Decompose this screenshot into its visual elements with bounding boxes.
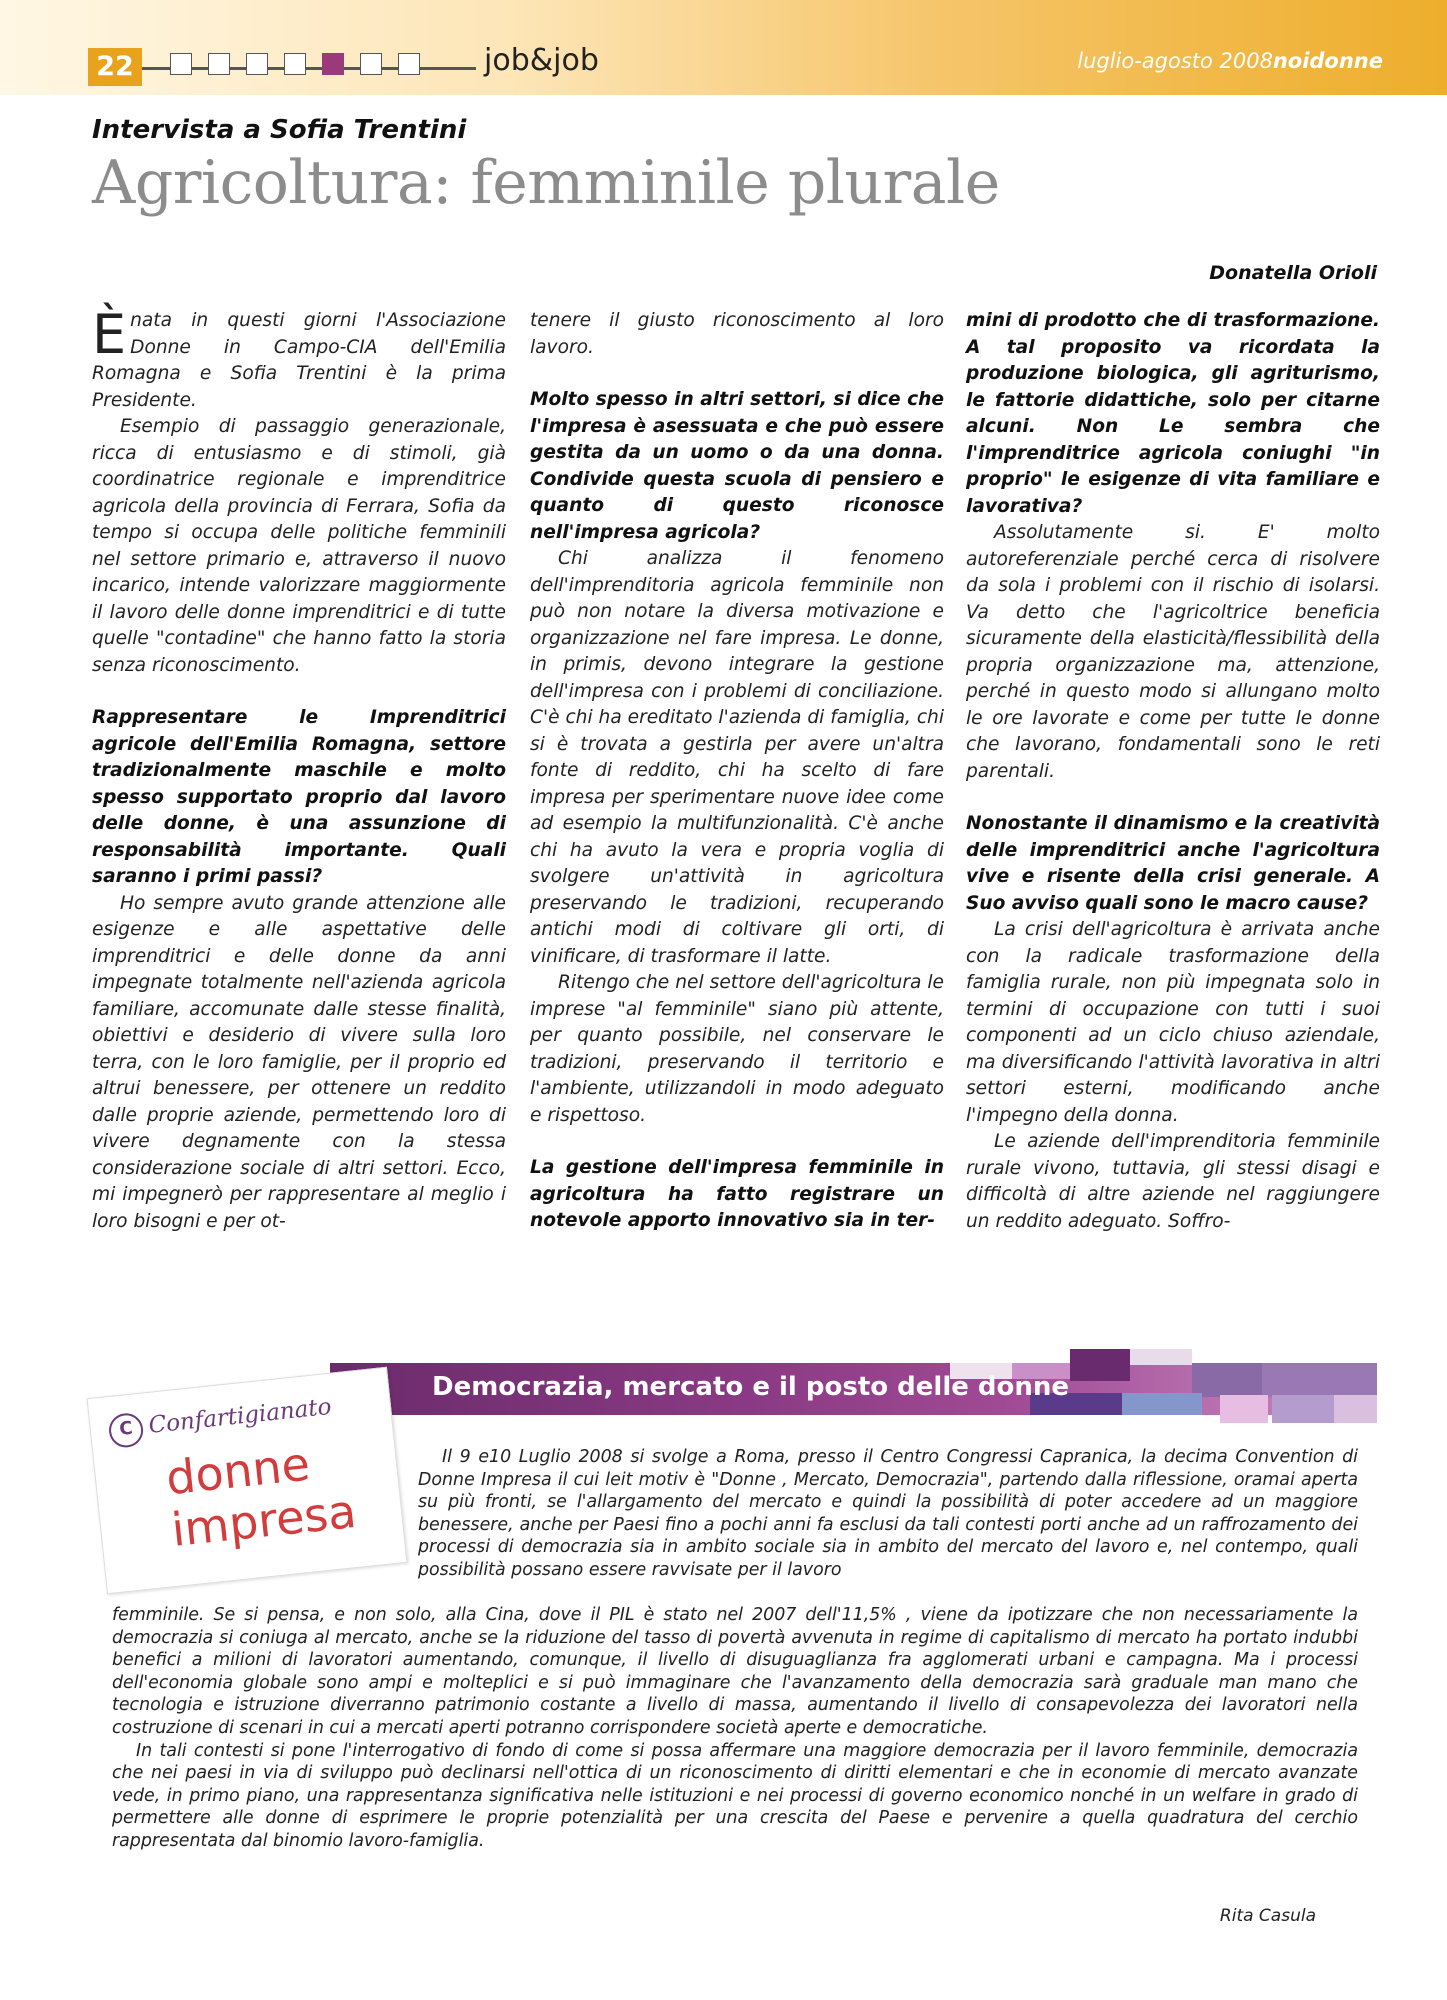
box-paragraph: In tali contesti si pone l'interrogativo di fondo di come si possa affermare una maggiore democrazia per il lavoro femminile, democrazia che nei paesi in via di sviluppo può declinarsi nell'ottica di un riconoscimento di diritti elementari e che in economie di mercato avanzate vede, in primo piano, una rappresentanza significativa nelle istituzioni e nei processi di governo economico nonché in un welfare in grado di permettere alle donne di esprimere le proprie potenzialità per una crescita del Paese e pervenire a quella quadratura del cerchio rappresentata dal binomio lavoro-famiglia. (112, 1740, 1358, 1851)
header-square-active (322, 53, 344, 75)
header-rule (306, 67, 322, 70)
article-author: Donatella Orioli (1209, 262, 1377, 284)
logo-line-1: donne (163, 1436, 313, 1506)
header-rule (420, 67, 476, 70)
article-column-3 (966, 308, 1380, 1235)
paragraph: Chi analizza il fenomeno dell'imprenditoria agricola femminile non può non notare la diversa motivazione e organizzazione nel fare impresa. Le donne, in primis, devono integrare la gestione dell'impresa con i problemi di conciliazione. C'è chi ha ereditato l'azienda di famiglia, chi si è trovata a gestirla per avere un'altra fonte di reddito, chi ha scelto di fare impresa per sperimentare nuove idee come ad esempio la multifunzionalità. C'è anche chi ha avuto la vera e propria voglia di svolgere un'attività in agricoltura preservando le tradizioni, recuperando antichi modi di coltivare gli orti, di vinificare, di trasformare il latte. (530, 548, 944, 967)
interview-question: Nonostante il dinamismo e la creatività delle imprenditrici anche l'agricoltura vive e risente della crisi generale. A Suo avviso quali sono le macro cause? (966, 813, 1380, 914)
header-rule (192, 67, 208, 70)
confartigianato-logo (87, 1367, 408, 1594)
interview-question: Rappresentare le Imprenditrici agricole dell'Emilia Romagna, settore tradizionalmente maschile e molto spesso supportato proprio dal lavoro delle donne, è una assunzione di responsabilità importante. Quali saranno i primi passi? (92, 707, 506, 887)
band-tile (1192, 1363, 1262, 1397)
article-kicker: Intervista a Sofia Trentini (92, 115, 467, 145)
header-rule (382, 67, 398, 70)
header-square (360, 53, 382, 75)
interview-question: La gestione dell'impresa femminile in agricoltura ha fatto registrare un notevole apporto innovativo sia in ter- (530, 1157, 944, 1231)
paragraph-text: nata in questi giorni l'Associazione Donne in Campo-CIA dell'Emilia Romagna e Sofia Trentini è la prima Presidente. (92, 310, 506, 411)
paragraph: La crisi dell'agricoltura è arrivata anche con la radicale trasformazione della famiglia rurale, non più impegnata solo in termini di occupazione con tutti i suoi componenti ad un ciclo chiuso aziendale, ma diversificando l'attività lavorativa in altri settori esterni, modificando anche l'impegno della donna. (966, 919, 1380, 1126)
header-square (208, 53, 230, 75)
header-rule (268, 67, 284, 70)
paragraph: Le aziende dell'imprenditoria femminile rurale vivono, tuttavia, gli stessi disagi e difficoltà di altre aziende nel raggiungere un reddito adeguato. Soffro- (966, 1131, 1380, 1232)
band-tile (1130, 1349, 1192, 1365)
drop-cap: È (92, 303, 127, 366)
logo-symbol: C (107, 1412, 144, 1449)
header-square (284, 53, 306, 75)
interview-question: mini di prodotto che di trasformazione. A tal proposito va ricordata la produzione biologica, gli agriturismo, le fattorie didattiche, solo per citarne alcuni. Non Le sembra che l'imprenditrice agricola coniughi "in proprio" le esigenze di vita familiare e lavorativa? (966, 310, 1380, 517)
paragraph: Esempio di passaggio generazionale, ricca di entusiasmo e di stimoli, già coordinatrice regionale e imprenditrice agricola della provincia di Ferrara, Sofia da tempo si occupa delle politiche femminili nel settore primario e, attraverso il nuovo incarico, intende valorizzare maggiormente il lavoro delle donne imprenditrici e di tutte quelle "contadine" che hanno fatto la storia senza riconoscimento. (92, 416, 506, 676)
box-signature: Rita Casula (1219, 1906, 1316, 1926)
article-column-2 (530, 308, 944, 1235)
magazine-name: noidonne (1272, 49, 1383, 73)
box-paragraph-bottom (112, 1604, 1358, 1853)
section-label: job&job (484, 43, 599, 78)
paragraph (92, 303, 506, 414)
band-tile (1070, 1349, 1130, 1381)
header-square (246, 53, 268, 75)
article-title: Agricoltura: femminile plurale (92, 148, 1000, 218)
header-square (398, 53, 420, 75)
paragraph: Ho sempre avuto grande attenzione alle esigenze e alle aspettative delle imprenditrici e delle donne da anni impegnate totalmente nell'azienda agricola familiare, accomunate dalle stesse finalità, obiettivi e desiderio di vivere sulla loro terra, con le loro famiglie, per il proprio ed altrui benessere, per ottenere un reddito dalle proprie aziende, permettendo loro di vivere degnamente con la stessa considerazione sociale di altri settori. Ecco, mi impegnerò per rappresentare al meglio i loro bisogni e per ot- (92, 892, 506, 1232)
header-square (170, 53, 192, 75)
paragraph: Ritengo che nel settore dell'agricoltura le imprese "al femminile" siano più attente, per quanto possibile, nel conservare le tradizioni, preservando il territorio e l'ambiente, utilizzandoli in modo adeguato e rispettoso. (530, 972, 944, 1126)
header-band (0, 0, 1447, 95)
article-column-1 (92, 303, 506, 1235)
band-tile (1220, 1395, 1268, 1423)
page-number: 22 (88, 48, 142, 86)
band-tile (1262, 1363, 1377, 1397)
band-tile (1334, 1395, 1377, 1423)
box-paragraph-top: Il 9 e10 Luglio 2008 si svolge a Roma, presso il Centro Congressi Capranica, la decima Convention di Donne Impresa il cui leit motiv è "Donne , Mercato, Democrazia", partendo dalla riflessione, oramai aperta su più fronti, se l'allargamento del mercato e quindi la possibilità di poter accedere ad un maggiore benessere, anche per Paesi fino a pochi anni fa esclusi da tali contesti porti anche ad un raffrozamento dei processi di democrazia sia in ambito sociale sia in ambito del mercato del lavoro e, nel contempo, quali possibilità possano essere ravvisate per il lavoro (418, 1447, 1358, 1580)
box-paragraph: femminile. Se si pensa, e non solo, alla Cina, dove il PIL è stato nel 2007 dell'11,5% , viene da ipotizzare che non necessariamente la democrazia si coniuga al mercato, anche se la riduzione del tasso di povertà avvenuta in regime di capitalismo di mercato ha portato indubbi benefici a milioni di lavoratori aumentando, comunque, il livello di disuguaglianza fra agglomerati urbani e campagna. Ma i processi dell'economia globale sono ampi e molteplici e si può immaginare che l'avanzamento della democrazia sarà graduale man mano che tecnologia e istruzione diverranno patrimonio costante a livello di massa, aumentando il livello di consapevolezza dei lavoratori nella costruzione di scenari in cui a mercati aperti potranno corrispondere società aperte e democratiche. (112, 1605, 1358, 1738)
header-rule (344, 67, 360, 70)
header-rule (230, 67, 246, 70)
band-tile (1272, 1395, 1334, 1423)
paragraph: Assolutamente si. E' molto autoreferenziale perché cerca di risolvere da sola i problemi con il rischio di isolarsi. Va detto che l'agricoltrice beneficia sicuramente della elasticità/flessibilità della propria organizzazione ma, attenzione, perché in questo modo si allungano molto le ore lavorate e come per tutte le donne che lavorano, fondamentali sono le reti parentali. (966, 522, 1380, 782)
box-title: Democrazia, mercato e il posto delle donne (432, 1372, 1070, 1402)
paragraph: tenere il giusto riconoscimento al loro lavoro. (530, 310, 944, 358)
box-title-band (330, 1363, 1377, 1415)
band-tile (1122, 1393, 1202, 1415)
logo-line-2: impresa (168, 1483, 359, 1557)
logo-wordmark: Confartigianato (147, 1393, 333, 1439)
header-rule (142, 67, 170, 70)
interview-question: Molto spesso in altri settori, si dice che l'impresa è asessuata e che può essere gestita da un uomo o da una donna. Condivide questa scuola di pensiero e quanto di questo riconosce nell'impresa agricola? (530, 389, 944, 543)
issue-date: luglio-agosto 2008 (1077, 49, 1273, 73)
